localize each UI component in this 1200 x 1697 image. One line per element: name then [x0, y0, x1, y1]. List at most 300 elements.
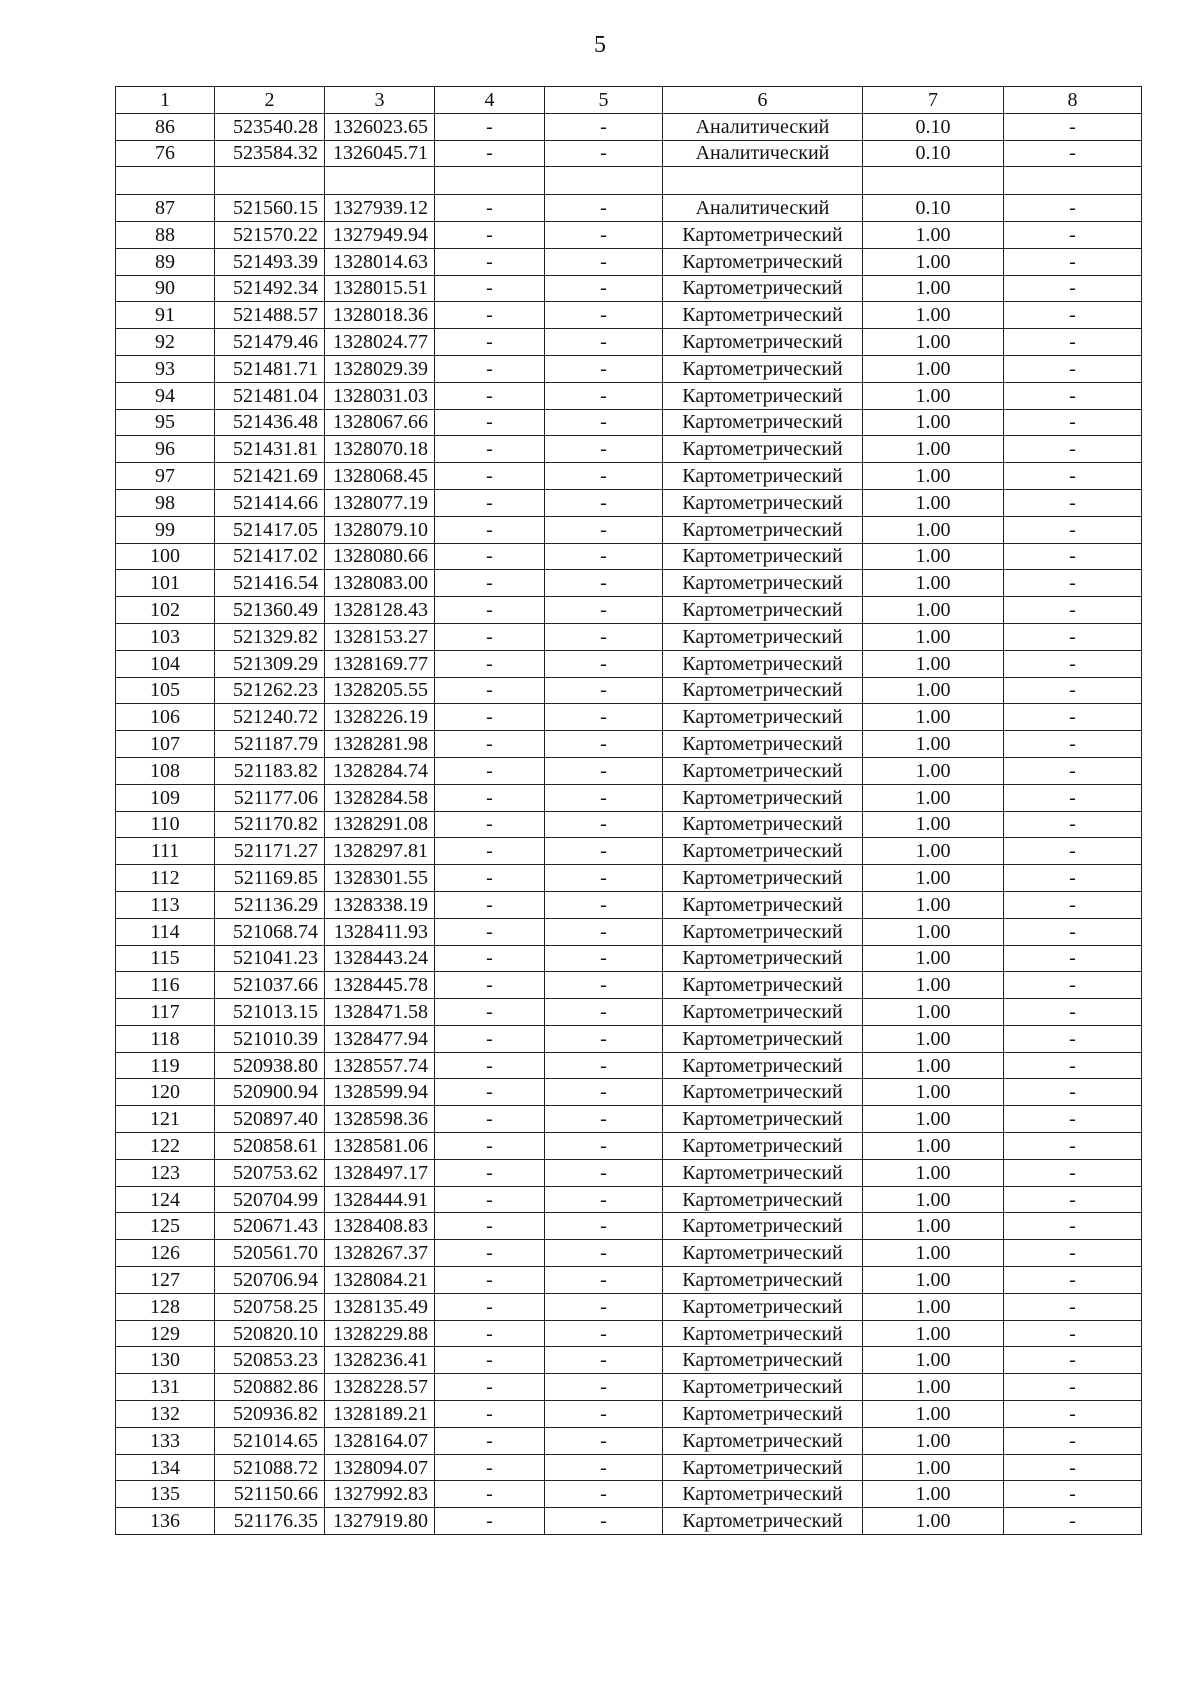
- table-cell: -: [545, 302, 663, 329]
- table-cell: -: [1004, 1213, 1142, 1240]
- table-cell: -: [435, 1427, 545, 1454]
- table-cell: 122: [116, 1133, 215, 1160]
- table-cell: 1.00: [863, 811, 1004, 838]
- table-cell: -: [545, 1481, 663, 1508]
- table-cell: -: [545, 1347, 663, 1374]
- table-cell: 1328226.19: [325, 704, 435, 731]
- table-cell: Картометрический: [663, 1052, 863, 1079]
- table-cell: -: [435, 1481, 545, 1508]
- table-cell: 1328014.63: [325, 248, 435, 275]
- table-cell: -: [435, 302, 545, 329]
- table-cell: 107: [116, 731, 215, 758]
- table-cell: 521431.81: [215, 436, 325, 463]
- table-cell: -: [435, 1159, 545, 1186]
- table-cell: -: [1004, 784, 1142, 811]
- table-cell: -: [1004, 1427, 1142, 1454]
- table-cell: 1.00: [863, 221, 1004, 248]
- table-cell: 1328581.06: [325, 1133, 435, 1160]
- table-cell: 1328497.17: [325, 1159, 435, 1186]
- table-cell: 121: [116, 1106, 215, 1133]
- table-cell: 1327992.83: [325, 1481, 435, 1508]
- table-cell: -: [1004, 865, 1142, 892]
- table-cell: 1328024.77: [325, 329, 435, 356]
- table-row: [116, 1213, 1142, 1240]
- table-cell: Картометрический: [663, 221, 863, 248]
- table-cell: Картометрический: [663, 1213, 863, 1240]
- table-cell: 1328267.37: [325, 1240, 435, 1267]
- table-cell: 112: [116, 865, 215, 892]
- table-cell: 91: [116, 302, 215, 329]
- table-cell: 98: [116, 489, 215, 516]
- table-cell: -: [435, 1025, 545, 1052]
- table-cell: -: [1004, 329, 1142, 356]
- table-cell: -: [1004, 1240, 1142, 1267]
- table-cell: 1.00: [863, 329, 1004, 356]
- table-row: [116, 516, 1142, 543]
- table-cell: Картометрический: [663, 704, 863, 731]
- table-cell: 1.00: [863, 623, 1004, 650]
- table-cell: 520900.94: [215, 1079, 325, 1106]
- table-cell: 521176.35: [215, 1508, 325, 1535]
- table-cell: 114: [116, 918, 215, 945]
- table-cell: 521492.34: [215, 275, 325, 302]
- table-cell: -: [435, 1106, 545, 1133]
- table-row: [116, 650, 1142, 677]
- table-cell: -: [435, 972, 545, 999]
- table-cell: 1328070.18: [325, 436, 435, 463]
- column-header: 5: [545, 87, 663, 114]
- table-cell: 100: [116, 543, 215, 570]
- table-cell: 1.00: [863, 1401, 1004, 1428]
- table-cell: 129: [116, 1320, 215, 1347]
- table-row: [116, 1427, 1142, 1454]
- table-row: [116, 677, 1142, 704]
- table-cell: 1.00: [863, 918, 1004, 945]
- table-cell: 521417.02: [215, 543, 325, 570]
- table-cell: 520758.25: [215, 1293, 325, 1320]
- table-cell: 1328284.58: [325, 784, 435, 811]
- table-cell: -: [545, 999, 663, 1026]
- table-cell: [1004, 167, 1142, 195]
- table-cell: Картометрический: [663, 382, 863, 409]
- table-cell: 126: [116, 1240, 215, 1267]
- table-cell: -: [1004, 248, 1142, 275]
- table-cell: 1.00: [863, 1052, 1004, 1079]
- table-row: [116, 195, 1142, 222]
- table-cell: -: [435, 999, 545, 1026]
- table-cell: [215, 167, 325, 195]
- table-cell: -: [435, 838, 545, 865]
- table-cell: 1328338.19: [325, 891, 435, 918]
- table-cell: Картометрический: [663, 248, 863, 275]
- table-cell: -: [1004, 811, 1142, 838]
- table-cell: 1326023.65: [325, 113, 435, 140]
- table-cell: 521169.85: [215, 865, 325, 892]
- table-row: [116, 221, 1142, 248]
- table-cell: -: [435, 731, 545, 758]
- table-cell: Картометрический: [663, 891, 863, 918]
- table-cell: -: [545, 1267, 663, 1294]
- table-cell: 1.00: [863, 1320, 1004, 1347]
- table-cell: Картометрический: [663, 999, 863, 1026]
- table-cell: -: [545, 623, 663, 650]
- table-cell: -: [545, 436, 663, 463]
- table-cell: Картометрический: [663, 275, 863, 302]
- table-cell: 521170.82: [215, 811, 325, 838]
- table-cell: Картометрический: [663, 972, 863, 999]
- table-cell: -: [1004, 1133, 1142, 1160]
- table-row: [116, 302, 1142, 329]
- table-row: [116, 1025, 1142, 1052]
- table-cell: 1328444.91: [325, 1186, 435, 1213]
- table-cell: -: [435, 784, 545, 811]
- table-row: [116, 1374, 1142, 1401]
- table-cell: Аналитический: [663, 140, 863, 167]
- table-cell: 1328153.27: [325, 623, 435, 650]
- table-row: [116, 999, 1142, 1026]
- table-cell: Картометрический: [663, 623, 863, 650]
- table-cell: -: [435, 1186, 545, 1213]
- table-cell: 0.10: [863, 113, 1004, 140]
- table-cell: -: [1004, 704, 1142, 731]
- table-cell: Картометрический: [663, 757, 863, 784]
- table-row: [116, 355, 1142, 382]
- table-cell: -: [545, 865, 663, 892]
- table-cell: 1328599.94: [325, 1079, 435, 1106]
- table-cell: 1328471.58: [325, 999, 435, 1026]
- table-row: [116, 811, 1142, 838]
- table-cell: -: [545, 704, 663, 731]
- table-cell: 115: [116, 945, 215, 972]
- table-cell: Картометрический: [663, 355, 863, 382]
- table-cell: -: [545, 1052, 663, 1079]
- table-cell: Картометрический: [663, 1347, 863, 1374]
- table-cell: -: [545, 409, 663, 436]
- table-cell: 128: [116, 1293, 215, 1320]
- table-cell: 1327919.80: [325, 1508, 435, 1535]
- table-cell: -: [435, 650, 545, 677]
- table-cell: 103: [116, 623, 215, 650]
- table-cell: Картометрический: [663, 570, 863, 597]
- table-cell: 521481.04: [215, 382, 325, 409]
- table-cell: 1.00: [863, 597, 1004, 624]
- table-cell: 1328291.08: [325, 811, 435, 838]
- table-cell: -: [435, 1454, 545, 1481]
- table-cell: -: [545, 543, 663, 570]
- table-cell: 95: [116, 409, 215, 436]
- table-cell: 521481.71: [215, 355, 325, 382]
- table-cell: -: [435, 918, 545, 945]
- table-cell: -: [1004, 1052, 1142, 1079]
- table-cell: 1.00: [863, 1133, 1004, 1160]
- table-cell: -: [435, 570, 545, 597]
- table-cell: -: [545, 1213, 663, 1240]
- table-cell: -: [545, 1401, 663, 1428]
- table-cell: -: [545, 1106, 663, 1133]
- table-cell: 521088.72: [215, 1454, 325, 1481]
- table-row: [116, 597, 1142, 624]
- table-cell: 520704.99: [215, 1186, 325, 1213]
- table-cell: 119: [116, 1052, 215, 1079]
- table-cell: 521014.65: [215, 1427, 325, 1454]
- table-cell: -: [1004, 999, 1142, 1026]
- table-cell: 1327939.12: [325, 195, 435, 222]
- table-row: [116, 543, 1142, 570]
- table-cell: 1.00: [863, 865, 1004, 892]
- table-cell: 521136.29: [215, 891, 325, 918]
- table-cell: 1328411.93: [325, 918, 435, 945]
- table-row: [116, 140, 1142, 167]
- table-cell: 520897.40: [215, 1106, 325, 1133]
- table-cell: 521360.49: [215, 597, 325, 624]
- table-cell: -: [545, 516, 663, 543]
- table-cell: 0.10: [863, 140, 1004, 167]
- table-cell: Картометрический: [663, 1374, 863, 1401]
- table-cell: -: [435, 382, 545, 409]
- table-cell: 111: [116, 838, 215, 865]
- column-header: 3: [325, 87, 435, 114]
- table-cell: -: [435, 597, 545, 624]
- table-cell: -: [1004, 302, 1142, 329]
- table-cell: 1.00: [863, 1213, 1004, 1240]
- table-cell: 521187.79: [215, 731, 325, 758]
- table-cell: 1.00: [863, 489, 1004, 516]
- table-cell: Картометрический: [663, 1025, 863, 1052]
- table-cell: -: [1004, 275, 1142, 302]
- table-cell: 1328169.77: [325, 650, 435, 677]
- table-cell: 1.00: [863, 1374, 1004, 1401]
- table-cell: 1.00: [863, 1240, 1004, 1267]
- table-cell: 523540.28: [215, 113, 325, 140]
- table-cell: -: [1004, 113, 1142, 140]
- table-cell: Аналитический: [663, 195, 863, 222]
- table-cell: -: [545, 489, 663, 516]
- table-cell: Картометрический: [663, 1267, 863, 1294]
- table-cell: 101: [116, 570, 215, 597]
- table-cell: Картометрический: [663, 1079, 863, 1106]
- table-row: [116, 784, 1142, 811]
- table-cell: -: [435, 489, 545, 516]
- table-row: [116, 623, 1142, 650]
- table-cell: -: [1004, 731, 1142, 758]
- table-row: [116, 945, 1142, 972]
- table-cell: 76: [116, 140, 215, 167]
- table-cell: -: [435, 1133, 545, 1160]
- table-cell: -: [435, 113, 545, 140]
- table-cell: -: [1004, 1481, 1142, 1508]
- table-cell: 1328443.24: [325, 945, 435, 972]
- table-cell: 520938.80: [215, 1052, 325, 1079]
- table-cell: Картометрический: [663, 918, 863, 945]
- table-cell: 521183.82: [215, 757, 325, 784]
- table-cell: 1328128.43: [325, 597, 435, 624]
- table-cell: 1328301.55: [325, 865, 435, 892]
- table-cell: 1328205.55: [325, 677, 435, 704]
- table-cell: -: [435, 891, 545, 918]
- table-cell: 1.00: [863, 1159, 1004, 1186]
- table-cell: -: [435, 623, 545, 650]
- table-cell: 1.00: [863, 1508, 1004, 1535]
- table-cell: -: [545, 838, 663, 865]
- table-cell: Картометрический: [663, 329, 863, 356]
- table-cell: -: [545, 195, 663, 222]
- table-cell: -: [545, 784, 663, 811]
- table-cell: 118: [116, 1025, 215, 1052]
- table-cell: -: [1004, 1374, 1142, 1401]
- table-cell: Картометрический: [663, 784, 863, 811]
- table-cell: -: [435, 1293, 545, 1320]
- table-cell: 521010.39: [215, 1025, 325, 1052]
- table-cell: 521177.06: [215, 784, 325, 811]
- table-cell: -: [1004, 757, 1142, 784]
- table-cell: 521414.66: [215, 489, 325, 516]
- table-row: [116, 248, 1142, 275]
- table-cell: Картометрический: [663, 838, 863, 865]
- table-cell: Картометрический: [663, 811, 863, 838]
- column-header: 4: [435, 87, 545, 114]
- table-cell: -: [1004, 1267, 1142, 1294]
- table-cell: 102: [116, 597, 215, 624]
- table-cell: 1.00: [863, 302, 1004, 329]
- table-cell: 1.00: [863, 355, 1004, 382]
- table-cell: -: [545, 1159, 663, 1186]
- table-cell: 1.00: [863, 1454, 1004, 1481]
- table-cell: 134: [116, 1454, 215, 1481]
- table-cell: 521417.05: [215, 516, 325, 543]
- table-cell: 1.00: [863, 704, 1004, 731]
- table-cell: 1328067.66: [325, 409, 435, 436]
- table-cell: 1.00: [863, 677, 1004, 704]
- table-cell: -: [545, 1079, 663, 1106]
- table-cell: 520561.70: [215, 1240, 325, 1267]
- table-cell: 90: [116, 275, 215, 302]
- table-cell: Картометрический: [663, 489, 863, 516]
- page-number: 5: [594, 32, 606, 58]
- table-cell: 521068.74: [215, 918, 325, 945]
- table-cell: 1328445.78: [325, 972, 435, 999]
- table-cell: 1328189.21: [325, 1401, 435, 1428]
- table-cell: 1.00: [863, 1025, 1004, 1052]
- table-cell: Картометрический: [663, 1106, 863, 1133]
- table-cell: -: [435, 945, 545, 972]
- table-row: [116, 1133, 1142, 1160]
- table-cell: 521150.66: [215, 1481, 325, 1508]
- table-cell: Картометрический: [663, 1293, 863, 1320]
- table-cell: 1327949.94: [325, 221, 435, 248]
- table-cell: Картометрический: [663, 1133, 863, 1160]
- column-header: 8: [1004, 87, 1142, 114]
- table-cell: -: [1004, 1159, 1142, 1186]
- table-cell: 1328029.39: [325, 355, 435, 382]
- table-cell: 520820.10: [215, 1320, 325, 1347]
- table-cell: -: [435, 221, 545, 248]
- table-cell: -: [435, 1401, 545, 1428]
- table-cell: -: [1004, 436, 1142, 463]
- table-cell: 521570.22: [215, 221, 325, 248]
- table-cell: 108: [116, 757, 215, 784]
- table-cell: 1328080.66: [325, 543, 435, 570]
- table-cell: Картометрический: [663, 1481, 863, 1508]
- table-cell: -: [545, 329, 663, 356]
- table-cell: Картометрический: [663, 731, 863, 758]
- table-cell: -: [545, 1427, 663, 1454]
- table-cell: -: [1004, 463, 1142, 490]
- table-cell: 1.00: [863, 1293, 1004, 1320]
- table-cell: 521421.69: [215, 463, 325, 490]
- table-cell: 520882.86: [215, 1374, 325, 1401]
- table-cell: 130: [116, 1347, 215, 1374]
- table-cell: Картометрический: [663, 1401, 863, 1428]
- table-cell: 117: [116, 999, 215, 1026]
- table-cell: 132: [116, 1401, 215, 1428]
- table-cell: -: [1004, 409, 1142, 436]
- table-cell: Картометрический: [663, 945, 863, 972]
- table-cell: 86: [116, 113, 215, 140]
- table-cell: -: [435, 516, 545, 543]
- table-cell: 1328281.98: [325, 731, 435, 758]
- table-cell: 1.00: [863, 570, 1004, 597]
- table-cell: Картометрический: [663, 302, 863, 329]
- table-cell: -: [545, 597, 663, 624]
- table-cell: Картометрический: [663, 1186, 863, 1213]
- table-cell: -: [545, 1374, 663, 1401]
- table-cell: 1328015.51: [325, 275, 435, 302]
- table-row: [116, 1320, 1142, 1347]
- table-cell: 521479.46: [215, 329, 325, 356]
- table-cell: 1328164.07: [325, 1427, 435, 1454]
- table-cell: -: [1004, 140, 1142, 167]
- table-cell: -: [545, 677, 663, 704]
- table-cell: 521240.72: [215, 704, 325, 731]
- table-cell: 113: [116, 891, 215, 918]
- table-row: [116, 1159, 1142, 1186]
- table-cell: 1.00: [863, 275, 1004, 302]
- table-cell: -: [545, 140, 663, 167]
- table-cell: -: [435, 195, 545, 222]
- table-cell: -: [435, 1320, 545, 1347]
- table-cell: 1328557.74: [325, 1052, 435, 1079]
- table-cell: -: [1004, 1079, 1142, 1106]
- table-row: [116, 838, 1142, 865]
- table-cell: 1.00: [863, 891, 1004, 918]
- column-header: 6: [663, 87, 863, 114]
- table-row: [116, 1293, 1142, 1320]
- table-cell: 116: [116, 972, 215, 999]
- table-cell: 1.00: [863, 1079, 1004, 1106]
- table-cell: 1.00: [863, 1427, 1004, 1454]
- table-cell: 520671.43: [215, 1213, 325, 1240]
- table-cell: -: [435, 704, 545, 731]
- table-cell: 520853.23: [215, 1347, 325, 1374]
- table-row: [116, 865, 1142, 892]
- table-row: [116, 1508, 1142, 1535]
- table-cell: Картометрический: [663, 409, 863, 436]
- table-cell: 1328236.41: [325, 1347, 435, 1374]
- table-cell: 1328228.57: [325, 1374, 435, 1401]
- table-cell: 1.00: [863, 784, 1004, 811]
- table-cell: 1328068.45: [325, 463, 435, 490]
- column-header: 2: [215, 87, 325, 114]
- table-cell: Картометрический: [663, 1159, 863, 1186]
- table-cell: -: [1004, 1454, 1142, 1481]
- table-cell: 521488.57: [215, 302, 325, 329]
- coordinates-table: [115, 86, 1142, 1535]
- table-row: [116, 167, 1142, 195]
- table-cell: -: [545, 1025, 663, 1052]
- table-cell: 127: [116, 1267, 215, 1294]
- table-cell: 1.00: [863, 1106, 1004, 1133]
- table-cell: 1328477.94: [325, 1025, 435, 1052]
